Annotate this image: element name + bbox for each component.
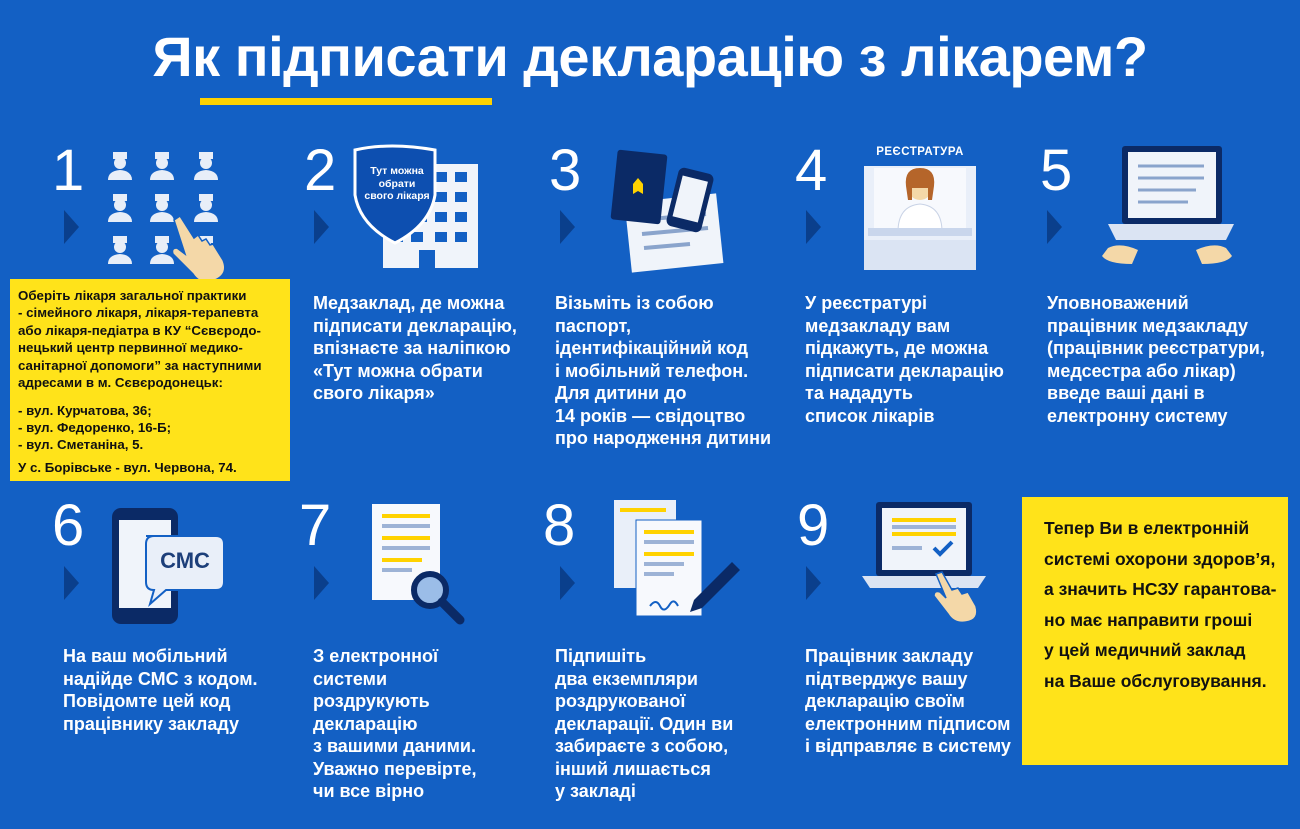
doctors-grid-pointing-hand-icon (104, 150, 234, 275)
final-box (1022, 497, 1288, 765)
step-1-arrow-icon (64, 210, 79, 244)
step-6-arrow-icon (64, 566, 79, 600)
step-3-arrow-icon (560, 210, 575, 244)
step-7-arrow-icon (314, 566, 329, 600)
passport-phone-document-icon (610, 150, 730, 268)
sms-label: СМС (160, 548, 210, 573)
step-1-footer: У с. Борівське - вул. Червона, 74. (18, 460, 237, 475)
address-item: - вул. Федоренко, 16-Б; (18, 420, 172, 435)
title-underline (200, 98, 492, 105)
laptop-typing-hands-icon (1100, 144, 1235, 270)
page-title: Як підписати декларацію з лікарем? (152, 25, 1148, 88)
reception-sign: РЕЄСТРАТУРА (876, 146, 964, 158)
step-5-arrow-icon (1047, 210, 1062, 244)
step-4-arrow-icon (806, 210, 821, 244)
step-3-number: 3 (549, 138, 582, 203)
step-2-arrow-icon (314, 210, 329, 244)
step-4-text: У реєстратурі медзакладу вам підкажуть, де можна підписати декларацію та нададуть список лікарів (805, 293, 1004, 426)
step-8-number: 8 (543, 493, 576, 558)
step-1-box-text: Оберіть лікаря загальної практики - сімейного лікаря, лікаря-терапевта або лікаря-педіатра в КУ “Сєвєродо- нецький центр первинної медико- санітарної допомоги” за наступними адресами в м. Сєвєродонецьк: (18, 288, 262, 391)
documents-pen-sign-icon (614, 500, 740, 620)
step-2-number: 2 (304, 138, 337, 203)
sticker-text: Тут можна обрати свого лікаря (364, 165, 430, 202)
step-5-text: Уповноважений працівник медзакладу (працівник реєстратури, медсестра або лікар) введе ваші дані в електронну систему (1047, 293, 1265, 426)
final-box-text: Тепер Ви в електронній системі охорони здоров’я, а значить НСЗУ гарантова- но має направити гроші у цей медичний заклад на Ваше обслуговування. (1044, 518, 1277, 691)
step-7-text: З електронної системи роздрукують декларацію з вашими даними. Уважно перевірте, чи все вірно (313, 646, 477, 801)
document-magnifier-icon (372, 504, 468, 628)
reception-desk-icon (864, 140, 976, 270)
step-7-number: 7 (299, 493, 332, 558)
step-9-number: 9 (797, 493, 830, 558)
address-item: - вул. Курчатова, 36; (18, 403, 152, 418)
step-1-number: 1 (52, 138, 85, 203)
step-6-text: На ваш мобільний надійде СМС з кодом. Повідомте цей код працівнику закладу (63, 646, 258, 734)
step-6-number: 6 (52, 493, 85, 558)
step-9-arrow-icon (806, 566, 821, 600)
step-3-text: Візьміть із собою паспорт, ідентифікаційний код і мобільний телефон. Для дитини до 14 років — свідоцтво про народження дитини (555, 293, 772, 448)
address-item: - вул. Сметаніна, 5. (18, 437, 144, 452)
step-4-number: 4 (795, 138, 828, 203)
laptop-check-hand-icon (862, 502, 988, 624)
step-8-text: Підпишіть два екземпляри роздрукованої декларації. Один ви забираєте з собою, інший лишається у закладі (555, 646, 734, 801)
step-5-number: 5 (1040, 138, 1073, 203)
step-8-arrow-icon (560, 566, 575, 600)
step-2-text: Медзаклад, де можна підписати декларацію, впізнаєте за наліпкою «Тут можна обрати свого лікаря» (313, 293, 517, 403)
step-1-address-list (18, 402, 171, 453)
step-9-text: Працівник закладу підтверджує вашу декларацію своїм електронним підписом і відправляє в систему (805, 646, 1011, 756)
step-1-box (10, 279, 290, 481)
